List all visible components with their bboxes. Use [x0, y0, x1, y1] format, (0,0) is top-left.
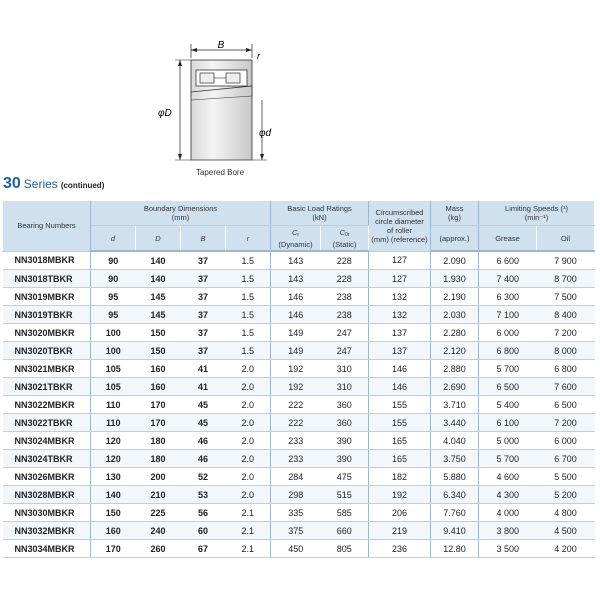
cell-bore-d: 105 [91, 378, 136, 396]
table-row [3, 378, 595, 396]
cell-bearing-number: NN3019TBKR [3, 306, 91, 324]
cell-outer-D: 200 [136, 468, 181, 486]
cell-width-B: 37 [181, 324, 226, 342]
cell-oil-speed: 7 200 [537, 324, 595, 342]
cell-static-load: 390 [321, 432, 369, 450]
cell-radius-r: 2.1 [226, 540, 271, 558]
header-cor [321, 226, 369, 252]
cell-dynamic-load: 149 [271, 324, 321, 342]
cell-circumscribed-dia: 146 [369, 378, 431, 396]
cell-mass: 2.090 [431, 251, 479, 270]
header-cr-note: (Dynamic) [278, 239, 313, 249]
cell-bore-d: 95 [91, 306, 136, 324]
cell-circumscribed-dia: 127 [369, 270, 431, 288]
cell-circumscribed-dia: 137 [369, 342, 431, 360]
cell-width-B: 37 [181, 306, 226, 324]
cell-circumscribed-dia: 182 [369, 468, 431, 486]
cell-circumscribed-dia: 165 [369, 450, 431, 468]
cell-grease-speed: 5 400 [479, 396, 537, 414]
table-row [3, 306, 595, 324]
cell-dynamic-load: 222 [271, 396, 321, 414]
table-row [3, 396, 595, 414]
cell-width-B: 37 [181, 288, 226, 306]
cell-width-B: 52 [181, 468, 226, 486]
header-circ-unit: (mm) (reference) [371, 234, 428, 244]
cell-static-load: 805 [321, 540, 369, 558]
header-speeds-label: Limiting Speeds (¹) [505, 204, 568, 213]
table-row [3, 522, 595, 540]
header-speeds [479, 201, 595, 226]
cell-bearing-number: NN3021TBKR [3, 378, 91, 396]
cell-outer-D: 260 [136, 540, 181, 558]
cell-bore-d: 110 [91, 396, 136, 414]
cell-radius-r: 2.1 [226, 504, 271, 522]
cell-dynamic-load: 146 [271, 306, 321, 324]
cell-circumscribed-dia: 127 [369, 251, 431, 270]
cell-outer-D: 145 [136, 288, 181, 306]
cell-width-B: 41 [181, 360, 226, 378]
cell-bore-d: 170 [91, 540, 136, 558]
cell-bore-d: 150 [91, 504, 136, 522]
header-cr [271, 226, 321, 252]
cell-static-load: 228 [321, 270, 369, 288]
cell-bearing-number: NN3032MBKR [3, 522, 91, 540]
cell-bore-d: 130 [91, 468, 136, 486]
table-row [3, 504, 595, 522]
cell-bore-d: 95 [91, 288, 136, 306]
cell-dynamic-load: 192 [271, 360, 321, 378]
cell-width-B: 56 [181, 504, 226, 522]
cell-static-load: 247 [321, 342, 369, 360]
cell-grease-speed: 6 800 [479, 342, 537, 360]
header-load-label: Basic Load Ratings [287, 204, 352, 213]
header-bearing-numbers: Bearing Numbers [3, 201, 91, 251]
cell-width-B: 37 [181, 270, 226, 288]
cell-mass: 2.120 [431, 342, 479, 360]
cell-grease-speed: 6 100 [479, 414, 537, 432]
cell-oil-speed: 7 200 [537, 414, 595, 432]
cell-grease-speed: 4 000 [479, 504, 537, 522]
cell-radius-r: 2.0 [226, 378, 271, 396]
cell-bearing-number: NN3018TBKR [3, 270, 91, 288]
width-label: B [217, 40, 225, 51]
cell-mass: 3.750 [431, 450, 479, 468]
cell-grease-speed: 4 300 [479, 486, 537, 504]
table-row [3, 324, 595, 342]
cell-bearing-number: NN3030MBKR [3, 504, 91, 522]
cell-width-B: 53 [181, 486, 226, 504]
cell-radius-r: 1.5 [226, 288, 271, 306]
cell-outer-D: 170 [136, 414, 181, 432]
cell-dynamic-load: 146 [271, 288, 321, 306]
table-row [3, 270, 595, 288]
cell-radius-r: 2.0 [226, 414, 271, 432]
cell-radius-r: 1.5 [226, 251, 271, 270]
cell-mass: 7.760 [431, 504, 479, 522]
cell-width-B: 37 [181, 342, 226, 360]
cell-bore-d: 100 [91, 342, 136, 360]
cell-width-B: 67 [181, 540, 226, 558]
cell-grease-speed: 7 100 [479, 306, 537, 324]
cell-outer-D: 210 [136, 486, 181, 504]
cell-radius-r: 2.0 [226, 360, 271, 378]
table-row [3, 360, 595, 378]
cell-grease-speed: 6 500 [479, 378, 537, 396]
cell-oil-speed: 7 900 [537, 251, 595, 270]
bore-diameter-label: φd [259, 128, 272, 139]
cell-mass: 3.710 [431, 396, 479, 414]
header-mass [431, 201, 479, 226]
header-load-unit: (kN) [312, 213, 327, 222]
cell-static-load: 238 [321, 288, 369, 306]
cell-width-B: 45 [181, 414, 226, 432]
cell-grease-speed: 6 000 [479, 324, 537, 342]
cell-static-load: 310 [321, 360, 369, 378]
cell-oil-speed: 8 000 [537, 342, 595, 360]
table-row [3, 468, 595, 486]
cell-oil-speed: 4 200 [537, 540, 595, 558]
header-cor-sub: 0r [344, 231, 350, 238]
cell-width-B: 46 [181, 450, 226, 468]
cell-dynamic-load: 298 [271, 486, 321, 504]
cell-mass: 9.410 [431, 522, 479, 540]
cell-mass: 6.340 [431, 486, 479, 504]
cell-grease-speed: 5 000 [479, 432, 537, 450]
cell-outer-D: 180 [136, 432, 181, 450]
cell-bore-d: 120 [91, 450, 136, 468]
cell-dynamic-load: 149 [271, 342, 321, 360]
series-name: Series [23, 177, 58, 191]
cell-mass: 4.040 [431, 432, 479, 450]
cell-radius-r: 1.5 [226, 306, 271, 324]
cell-mass: 2.190 [431, 288, 479, 306]
header-oil: Oil [537, 226, 595, 252]
header-r: r [226, 226, 271, 252]
cell-width-B: 46 [181, 432, 226, 450]
cell-outer-D: 140 [136, 251, 181, 270]
cell-static-load: 660 [321, 522, 369, 540]
cell-width-B: 45 [181, 396, 226, 414]
cell-circumscribed-dia: 165 [369, 432, 431, 450]
cell-grease-speed: 6 300 [479, 288, 537, 306]
cell-dynamic-load: 143 [271, 270, 321, 288]
cell-static-load: 238 [321, 306, 369, 324]
cell-dynamic-load: 143 [271, 251, 321, 270]
header-cr-symbol: C [291, 227, 298, 237]
cell-bearing-number: NN3020TBKR [3, 342, 91, 360]
cell-mass: 2.880 [431, 360, 479, 378]
table-row [3, 288, 595, 306]
table-row [3, 414, 595, 432]
header-D: D [136, 226, 181, 252]
header-mass-label: Mass [445, 204, 464, 213]
cell-outer-D: 145 [136, 306, 181, 324]
cell-outer-D: 240 [136, 522, 181, 540]
cell-oil-speed: 8 400 [537, 306, 595, 324]
cell-radius-r: 1.5 [226, 324, 271, 342]
header-boundary-unit: (mm) [171, 213, 190, 222]
series-continued: (continued) [60, 181, 105, 190]
cell-circumscribed-dia: 192 [369, 486, 431, 504]
diagram-caption: Tapered Bore [195, 168, 245, 177]
header-circ-label-2: of roller [386, 225, 412, 235]
cell-bearing-number: NN3026MBKR [3, 468, 91, 486]
cell-outer-D: 170 [136, 396, 181, 414]
cell-oil-speed: 5 500 [537, 468, 595, 486]
cell-grease-speed: 5 700 [479, 360, 537, 378]
series-number: 30 [3, 175, 21, 192]
cell-radius-r: 1.5 [226, 342, 271, 360]
cell-mass: 2.690 [431, 378, 479, 396]
header-mass-unit: (kg) [448, 213, 461, 222]
cell-bore-d: 90 [91, 251, 136, 270]
bearing-diagram [0, 0, 600, 180]
cell-bearing-number: NN3019MBKR [3, 288, 91, 306]
cell-bearing-number: NN3022TBKR [3, 414, 91, 432]
cell-grease-speed: 6 600 [479, 251, 537, 270]
cell-bearing-number: NN3021MBKR [3, 360, 91, 378]
cell-radius-r: 2.0 [226, 486, 271, 504]
cell-bearing-number: NN3022MBKR [3, 396, 91, 414]
cell-dynamic-load: 375 [271, 522, 321, 540]
cell-mass: 5.880 [431, 468, 479, 486]
header-boundary-label: Boundary Dimensions [143, 204, 218, 213]
header-boundary [91, 201, 271, 226]
cell-bore-d: 160 [91, 522, 136, 540]
cell-radius-r: 2.0 [226, 432, 271, 450]
cell-radius-r: 2.0 [226, 450, 271, 468]
cell-dynamic-load: 222 [271, 414, 321, 432]
cell-static-load: 247 [321, 324, 369, 342]
cell-oil-speed: 4 800 [537, 504, 595, 522]
header-grease: Grease [479, 226, 537, 252]
cell-mass: 2.280 [431, 324, 479, 342]
cell-mass: 3.440 [431, 414, 479, 432]
cell-bearing-number: NN3018MBKR [3, 251, 91, 270]
cell-static-load: 585 [321, 504, 369, 522]
cell-outer-D: 150 [136, 324, 181, 342]
cell-grease-speed: 3 800 [479, 522, 537, 540]
cell-static-load: 360 [321, 414, 369, 432]
cell-dynamic-load: 450 [271, 540, 321, 558]
cell-width-B: 60 [181, 522, 226, 540]
table-row [3, 342, 595, 360]
cell-oil-speed: 5 200 [537, 486, 595, 504]
cell-bearing-number: NN3028MBKR [3, 486, 91, 504]
cell-static-load: 515 [321, 486, 369, 504]
cell-oil-speed: 6 000 [537, 432, 595, 450]
cell-bore-d: 140 [91, 486, 136, 504]
cell-mass: 1.930 [431, 270, 479, 288]
outer-diameter-label: φD [158, 108, 172, 119]
cell-static-load: 475 [321, 468, 369, 486]
cell-dynamic-load: 192 [271, 378, 321, 396]
radius-label: r [257, 51, 260, 61]
cell-outer-D: 225 [136, 504, 181, 522]
cell-oil-speed: 4 500 [537, 522, 595, 540]
cell-dynamic-load: 284 [271, 468, 321, 486]
cell-outer-D: 160 [136, 360, 181, 378]
cell-oil-speed: 7 500 [537, 288, 595, 306]
table-row [3, 432, 595, 450]
cell-bearing-number: NN3024TBKR [3, 450, 91, 468]
table-body [3, 251, 595, 558]
cell-radius-r: 2.1 [226, 522, 271, 540]
cell-outer-D: 180 [136, 450, 181, 468]
header-circumscribed [369, 201, 431, 251]
cell-circumscribed-dia: 206 [369, 504, 431, 522]
cell-grease-speed: 5 700 [479, 450, 537, 468]
cell-outer-D: 140 [136, 270, 181, 288]
header-mass-note: (approx.) [431, 226, 479, 252]
cell-outer-D: 160 [136, 378, 181, 396]
cell-static-load: 228 [321, 251, 369, 270]
cell-grease-speed: 7 400 [479, 270, 537, 288]
header-cr-sub: r [297, 231, 300, 238]
cell-bearing-number: NN3020MBKR [3, 324, 91, 342]
cell-bore-d: 110 [91, 414, 136, 432]
cell-circumscribed-dia: 132 [369, 288, 431, 306]
bearing-spec-table [2, 201, 595, 558]
cell-dynamic-load: 335 [271, 504, 321, 522]
cell-dynamic-load: 233 [271, 450, 321, 468]
cell-static-load: 390 [321, 450, 369, 468]
cell-width-B: 41 [181, 378, 226, 396]
cell-radius-r: 2.0 [226, 396, 271, 414]
cell-circumscribed-dia: 132 [369, 306, 431, 324]
cell-bore-d: 120 [91, 432, 136, 450]
cell-circumscribed-dia: 137 [369, 324, 431, 342]
cell-outer-D: 150 [136, 342, 181, 360]
table-row [3, 251, 595, 270]
header-cor-symbol: C [339, 227, 345, 237]
header-load [271, 201, 369, 226]
cell-circumscribed-dia: 155 [369, 396, 431, 414]
cell-bore-d: 90 [91, 270, 136, 288]
table-row [3, 486, 595, 504]
cell-bore-d: 100 [91, 324, 136, 342]
cell-oil-speed: 8 700 [537, 270, 595, 288]
cell-circumscribed-dia: 146 [369, 360, 431, 378]
cell-circumscribed-dia: 236 [369, 540, 431, 558]
cell-grease-speed: 3 500 [479, 540, 537, 558]
cell-static-load: 360 [321, 396, 369, 414]
table-row [3, 540, 595, 558]
header-circ-label: Circumscribed circle diameter [375, 207, 424, 226]
cell-oil-speed: 7 600 [537, 378, 595, 396]
header-speeds-unit: (min⁻¹) [524, 213, 549, 222]
cell-circumscribed-dia: 219 [369, 522, 431, 540]
cell-dynamic-load: 233 [271, 432, 321, 450]
cell-mass: 12.80 [431, 540, 479, 558]
cell-oil-speed: 6 800 [537, 360, 595, 378]
cell-bearing-number: NN3034MBKR [3, 540, 91, 558]
cell-bore-d: 105 [91, 360, 136, 378]
header-B: B [181, 226, 226, 252]
cell-oil-speed: 6 500 [537, 396, 595, 414]
series-heading [3, 175, 104, 193]
cell-radius-r: 1.5 [226, 270, 271, 288]
cell-circumscribed-dia: 155 [369, 414, 431, 432]
cell-static-load: 310 [321, 378, 369, 396]
cell-oil-speed: 6 700 [537, 450, 595, 468]
cell-mass: 2.030 [431, 306, 479, 324]
header-cor-note: (Static) [332, 239, 357, 249]
header-d: d [91, 226, 136, 252]
cell-grease-speed: 4 600 [479, 468, 537, 486]
cell-width-B: 37 [181, 251, 226, 270]
cell-radius-r: 2.0 [226, 468, 271, 486]
cell-bearing-number: NN3024MBKR [3, 432, 91, 450]
table-row [3, 450, 595, 468]
